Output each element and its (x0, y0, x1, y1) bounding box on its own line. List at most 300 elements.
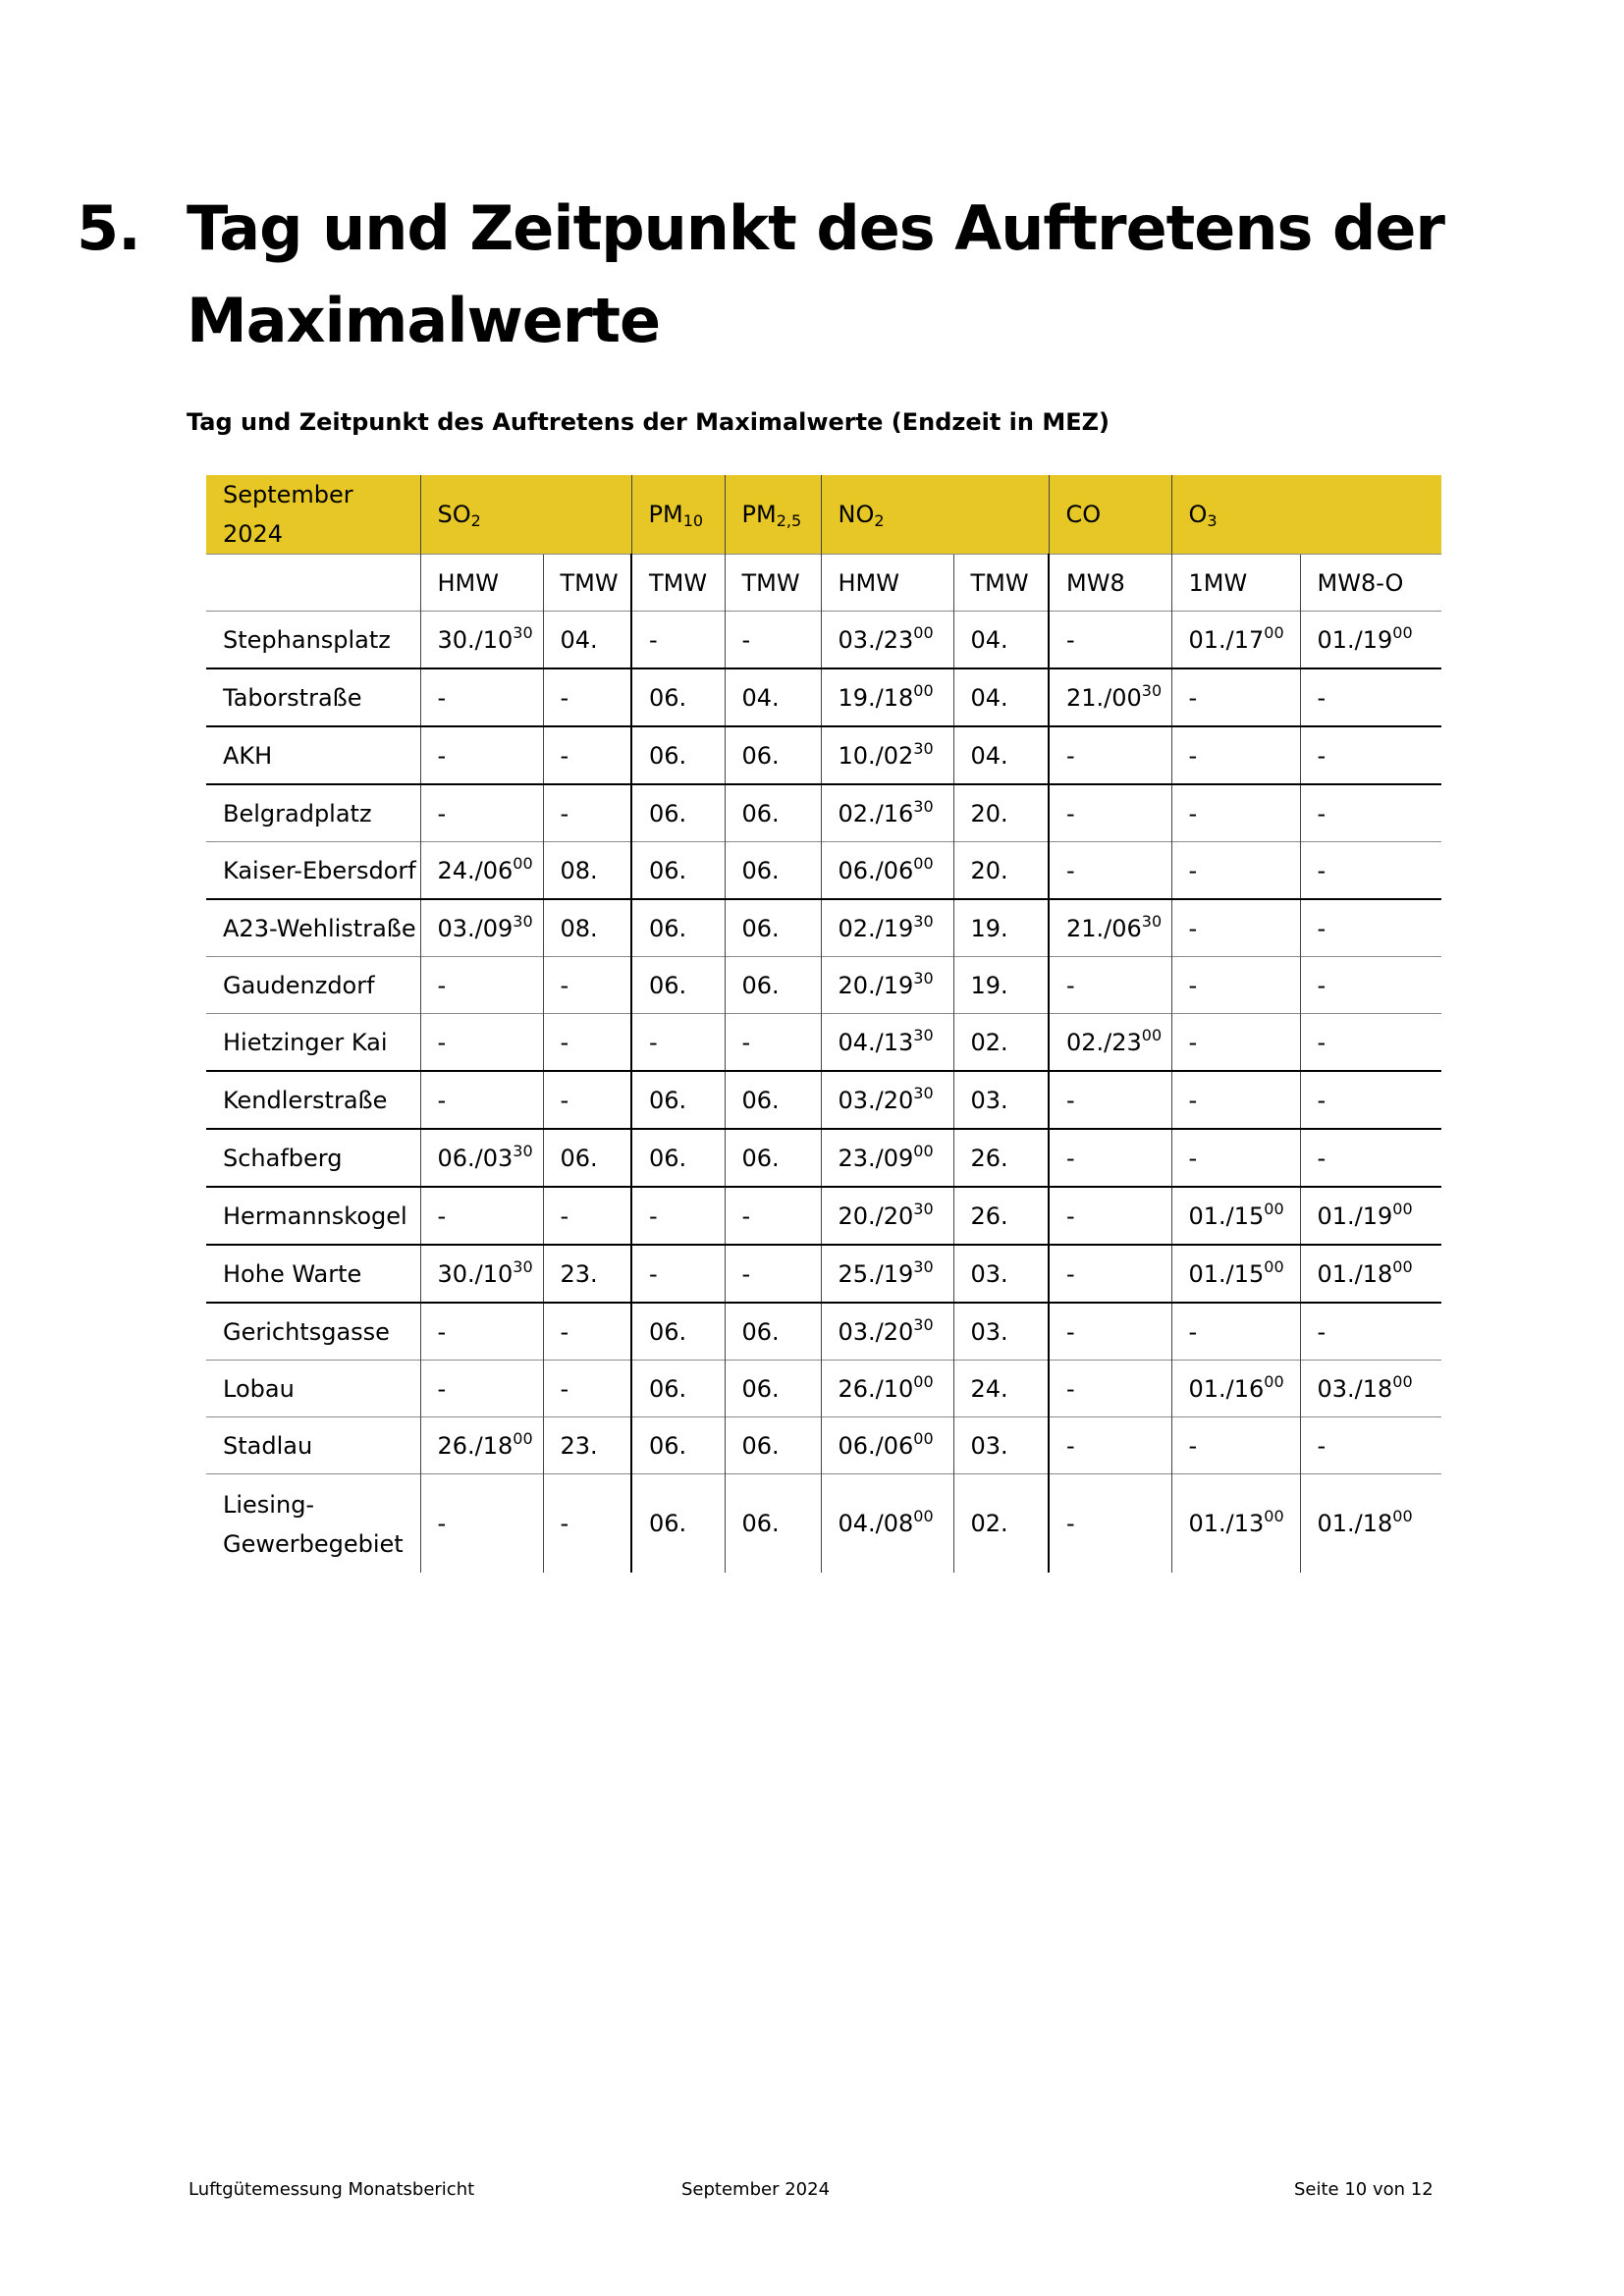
value-text: - (560, 1374, 569, 1403)
value-text: - (437, 1028, 447, 1056)
footer-month: September 2024 (681, 2179, 831, 2200)
value-cell (631, 1361, 725, 1417)
value-text: - (1317, 799, 1326, 828)
table-row (206, 726, 1441, 784)
value-cell (725, 726, 821, 784)
value-cell (631, 668, 725, 726)
subheader-cell: HMW (420, 555, 543, 612)
value-text: 06./03 (437, 1144, 514, 1172)
value-text: 02./16 (838, 799, 914, 828)
value-text: - (1317, 971, 1326, 999)
value-minutes: 30 (913, 1083, 934, 1102)
value-text: - (1066, 1431, 1075, 1460)
station-name: Lobau (206, 1361, 420, 1417)
value-text: 06. (649, 741, 687, 770)
header-month: September 2024 (206, 475, 420, 555)
value-cell (725, 1474, 821, 1574)
header-group-no2 (821, 475, 1049, 555)
value-cell (420, 1417, 543, 1474)
value-minutes: 30 (913, 1025, 934, 1044)
station-name: Gaudenzdorf (206, 957, 420, 1014)
value-text: 10./02 (838, 741, 914, 770)
value-minutes: 00 (913, 1507, 934, 1525)
value-cell (953, 1129, 1049, 1187)
value-text: - (437, 683, 447, 712)
value-cell (631, 1417, 725, 1474)
value-cell (543, 784, 631, 842)
value-text: 06. (649, 1510, 687, 1537)
value-cell (1049, 1303, 1171, 1361)
value-cell (953, 899, 1049, 957)
value-text: 06. (649, 1317, 687, 1346)
value-cell (953, 612, 1049, 669)
value-cell (1300, 1071, 1441, 1129)
value-cell (420, 1071, 543, 1129)
value-cell (1171, 1071, 1300, 1129)
value-text: 06. (741, 1317, 780, 1346)
value-cell (631, 1071, 725, 1129)
value-cell (543, 957, 631, 1014)
value-text: - (1066, 1317, 1075, 1346)
value-cell (420, 1303, 543, 1361)
value-cell (1049, 668, 1171, 726)
value-cell (953, 1417, 1049, 1474)
station-name: Gerichtsgasse (206, 1303, 420, 1361)
value-cell (821, 842, 953, 900)
value-text: - (1317, 856, 1326, 884)
value-cell (1171, 726, 1300, 784)
value-cell (725, 1129, 821, 1187)
value-cell (543, 1129, 631, 1187)
value-text: - (1188, 1431, 1198, 1460)
value-text: - (1317, 914, 1326, 942)
table-row (206, 957, 1441, 1014)
value-cell (420, 1129, 543, 1187)
value-cell (1171, 1129, 1300, 1187)
value-minutes: 30 (513, 622, 533, 642)
group-sub: 10 (682, 511, 704, 530)
station-name: A23-Wehlistraße (206, 899, 420, 957)
value-cell (1171, 1303, 1300, 1361)
value-minutes: 00 (913, 1141, 934, 1160)
value-text: - (649, 1201, 658, 1230)
value-cell (420, 899, 543, 957)
subheader-cell: TMW (953, 555, 1049, 612)
value-cell (953, 726, 1049, 784)
value-minutes: 30 (513, 1256, 533, 1276)
value-cell (1300, 612, 1441, 669)
value-text: 26. (970, 1144, 1008, 1172)
value-text: - (437, 1374, 447, 1403)
value-text: - (1066, 1510, 1075, 1537)
value-cell (543, 1474, 631, 1574)
value-minutes: 30 (913, 968, 934, 988)
value-text: 19./18 (838, 683, 914, 712)
value-text: 04. (560, 625, 598, 654)
value-text: - (560, 799, 569, 828)
value-minutes: 00 (1392, 622, 1413, 642)
value-cell (821, 1187, 953, 1245)
value-text: 04. (970, 683, 1008, 712)
value-cell (1049, 1187, 1171, 1245)
value-cell (1171, 1361, 1300, 1417)
value-cell (725, 1361, 821, 1417)
value-text: 30./10 (437, 625, 514, 654)
value-text: - (437, 741, 447, 770)
value-text: - (437, 1201, 447, 1230)
value-cell (420, 612, 543, 669)
value-cell (420, 726, 543, 784)
value-text: 01./18 (1317, 1259, 1393, 1288)
value-cell (1300, 726, 1441, 784)
value-text: - (1066, 625, 1075, 654)
subheader-cell: 1MW (1171, 555, 1300, 612)
value-cell (1049, 726, 1171, 784)
value-minutes: 00 (1264, 1199, 1284, 1218)
value-text: - (560, 741, 569, 770)
value-text: 06. (649, 856, 687, 884)
value-text: - (1066, 1259, 1075, 1288)
value-text: - (1066, 1144, 1075, 1172)
value-text: 04. (741, 683, 780, 712)
value-minutes: 00 (913, 1428, 934, 1448)
value-cell (631, 899, 725, 957)
group-label: PM (741, 501, 777, 528)
value-cell (1049, 1474, 1171, 1574)
value-text: - (1317, 1431, 1326, 1460)
value-text: - (1188, 1086, 1198, 1114)
subheader-cell: MW8 (1049, 555, 1171, 612)
table-subheader-row (206, 555, 1441, 612)
value-minutes: 00 (913, 622, 934, 642)
value-cell (1300, 1014, 1441, 1072)
value-text: 25./19 (838, 1259, 914, 1288)
group-sub: 2 (874, 511, 885, 530)
value-text: - (560, 1201, 569, 1230)
value-cell (725, 1187, 821, 1245)
value-cell (631, 1245, 725, 1303)
value-cell (1300, 1417, 1441, 1474)
value-cell (1049, 784, 1171, 842)
value-cell (1300, 1474, 1441, 1574)
value-cell (1300, 842, 1441, 900)
value-text: 06. (741, 1086, 780, 1114)
value-text: - (1317, 1317, 1326, 1346)
value-cell (953, 668, 1049, 726)
value-text: 06. (649, 1374, 687, 1403)
value-text: 03. (970, 1259, 1008, 1288)
value-text: - (1188, 971, 1198, 999)
section-number: 5. (77, 192, 140, 264)
value-minutes: 00 (1392, 1507, 1413, 1525)
value-text: - (560, 683, 569, 712)
value-cell (543, 726, 631, 784)
value-text: 30./10 (437, 1259, 514, 1288)
subheader-cell: HMW (821, 555, 953, 612)
value-cell (543, 1014, 631, 1072)
value-text: 03./23 (838, 625, 914, 654)
value-cell (543, 1361, 631, 1417)
value-text: 24./06 (437, 856, 514, 884)
value-cell (1171, 1014, 1300, 1072)
value-cell (821, 612, 953, 669)
station-name: Kaiser-Ebersdorf (206, 842, 420, 900)
value-cell (953, 784, 1049, 842)
value-text: 04. (970, 625, 1008, 654)
value-cell (821, 668, 953, 726)
group-sub: 2,5 (776, 511, 802, 530)
value-text: 23. (560, 1259, 598, 1288)
value-cell (821, 1474, 953, 1574)
header-group-co (1049, 475, 1171, 555)
value-text: 06. (741, 856, 780, 884)
value-cell (420, 1245, 543, 1303)
value-text: 04. (970, 741, 1008, 770)
value-cell (631, 612, 725, 669)
header-group-pm25 (725, 475, 821, 555)
value-text: 06. (649, 799, 687, 828)
value-cell (631, 957, 725, 1014)
value-minutes: 00 (1264, 1256, 1284, 1276)
value-text: 06. (741, 1431, 780, 1460)
value-cell (725, 668, 821, 726)
value-text: - (741, 1201, 751, 1230)
value-text: 04./08 (838, 1510, 914, 1537)
value-cell (953, 1014, 1049, 1072)
value-cell (953, 1361, 1049, 1417)
subheader-cell: TMW (543, 555, 631, 612)
value-cell (543, 1303, 631, 1361)
value-text: 26./18 (437, 1431, 514, 1460)
value-cell (821, 1245, 953, 1303)
value-text: 08. (560, 856, 598, 884)
value-cell (725, 784, 821, 842)
value-text: 08. (560, 914, 598, 942)
value-text: 06. (741, 741, 780, 770)
value-cell (725, 612, 821, 669)
value-cell (821, 1417, 953, 1474)
value-text: 23. (560, 1431, 598, 1460)
value-cell (1300, 1129, 1441, 1187)
value-text: - (741, 1259, 751, 1288)
value-text: - (1066, 856, 1075, 884)
value-text: - (649, 1259, 658, 1288)
value-minutes: 30 (913, 1314, 934, 1334)
value-cell (420, 957, 543, 1014)
value-cell (1049, 957, 1171, 1014)
value-cell (725, 1014, 821, 1072)
value-cell (953, 1187, 1049, 1245)
station-name: AKH (206, 726, 420, 784)
value-cell (1049, 612, 1171, 669)
value-cell (543, 1187, 631, 1245)
value-minutes: 30 (513, 1141, 533, 1160)
header-group-so2 (420, 475, 631, 555)
table-row (206, 1245, 1441, 1303)
section-title: Tag und Zeitpunkt des Auftretens der Maximalwerte (187, 192, 1444, 356)
value-cell (1171, 1474, 1300, 1574)
table-caption: Tag und Zeitpunkt des Auftretens der Maximalwerte (Endzeit in MEZ) (187, 408, 1110, 436)
group-sub: 2 (470, 511, 481, 530)
value-cell (543, 899, 631, 957)
group-label: PM (648, 501, 683, 528)
value-text: 02./19 (838, 914, 914, 942)
value-text: 06. (560, 1144, 598, 1172)
value-text: 24. (970, 1374, 1008, 1403)
value-text: 06. (649, 914, 687, 942)
value-text: 06. (649, 1144, 687, 1172)
value-cell (1049, 1417, 1171, 1474)
value-cell (543, 842, 631, 900)
value-minutes: 30 (1141, 911, 1163, 931)
value-cell (821, 1361, 953, 1417)
value-text: 20. (970, 856, 1008, 884)
value-text: 03./20 (838, 1317, 914, 1346)
value-cell (1049, 1014, 1171, 1072)
value-text: 21./00 (1066, 683, 1142, 712)
value-text: 06./06 (838, 1431, 914, 1460)
value-text: - (741, 625, 751, 654)
value-cell (1049, 899, 1171, 957)
value-text: - (437, 799, 447, 828)
station-name: Stadlau (206, 1417, 420, 1474)
value-minutes: 30 (913, 796, 934, 816)
value-text: 26. (970, 1201, 1008, 1230)
value-cell (543, 668, 631, 726)
table-row (206, 1361, 1441, 1417)
value-cell (1300, 1245, 1441, 1303)
value-text: - (1188, 741, 1198, 770)
value-cell (725, 1417, 821, 1474)
station-name: Belgradplatz (206, 784, 420, 842)
value-text: 06. (741, 914, 780, 942)
value-minutes: 00 (1264, 1507, 1284, 1525)
value-minutes: 30 (1141, 680, 1163, 700)
value-cell (1171, 957, 1300, 1014)
value-cell (543, 1417, 631, 1474)
value-text: - (1066, 971, 1075, 999)
value-minutes: 00 (913, 1371, 934, 1391)
value-text: - (1317, 1144, 1326, 1172)
value-text: - (560, 1028, 569, 1056)
value-cell (821, 1303, 953, 1361)
value-text: 20./20 (838, 1201, 914, 1230)
value-cell (420, 1474, 543, 1574)
table-row (206, 1014, 1441, 1072)
value-cell (420, 668, 543, 726)
value-cell (725, 842, 821, 900)
value-cell (725, 1245, 821, 1303)
value-cell (631, 1129, 725, 1187)
value-text: - (741, 1028, 751, 1056)
value-cell (953, 1071, 1049, 1129)
value-minutes: 00 (1392, 1256, 1413, 1276)
value-cell (631, 1014, 725, 1072)
value-text: 23./09 (838, 1144, 914, 1172)
table-row (206, 899, 1441, 957)
group-label: O (1188, 501, 1208, 528)
value-text: 26./10 (838, 1374, 914, 1403)
value-text: 02. (970, 1028, 1008, 1056)
value-text: - (1188, 683, 1198, 712)
value-cell (821, 726, 953, 784)
value-cell (1300, 957, 1441, 1014)
subheader-cell: MW8-O (1300, 555, 1441, 612)
value-cell (1300, 899, 1441, 957)
value-minutes: 00 (513, 1428, 533, 1448)
value-text: 01./19 (1317, 625, 1393, 654)
value-text: 19. (970, 971, 1008, 999)
group-sub: 3 (1207, 511, 1218, 530)
value-text: - (560, 971, 569, 999)
value-text: 06. (649, 1431, 687, 1460)
value-text: 03./18 (1317, 1374, 1393, 1403)
value-cell (1171, 842, 1300, 900)
table-row (206, 1187, 1441, 1245)
value-cell (420, 1361, 543, 1417)
value-minutes: 30 (913, 738, 934, 758)
station-name: Hietzinger Kai (206, 1014, 420, 1072)
value-text: 03./09 (437, 914, 514, 942)
value-text: 20. (970, 799, 1008, 828)
value-cell (543, 612, 631, 669)
value-text: - (1066, 1201, 1075, 1230)
value-minutes: 00 (513, 853, 533, 873)
value-text: 01./15 (1188, 1201, 1265, 1230)
value-cell (1171, 899, 1300, 957)
station-name: Hermannskogel (206, 1187, 420, 1245)
table-row (206, 1071, 1441, 1129)
table-row (206, 612, 1441, 669)
value-text: 06. (741, 1510, 780, 1537)
value-cell (1049, 1361, 1171, 1417)
value-cell (1049, 1245, 1171, 1303)
value-cell (420, 1187, 543, 1245)
value-cell (821, 1014, 953, 1072)
value-minutes: 00 (1141, 1025, 1163, 1044)
station-name: Kendlerstraße (206, 1071, 420, 1129)
value-text: - (1317, 1086, 1326, 1114)
value-text: 06. (741, 799, 780, 828)
value-cell (1171, 1187, 1300, 1245)
value-minutes: 00 (1264, 1371, 1284, 1391)
value-text: - (649, 625, 658, 654)
value-text: 06. (741, 1374, 780, 1403)
subheader-cell: TMW (631, 555, 725, 612)
value-text: 01./19 (1317, 1201, 1393, 1230)
station-name: Liesing-Gewerbegebiet (206, 1474, 420, 1574)
value-minutes: 30 (513, 911, 533, 931)
value-cell (1300, 1187, 1441, 1245)
value-cell (821, 1129, 953, 1187)
value-text: - (1188, 799, 1198, 828)
value-minutes: 30 (913, 911, 934, 931)
value-text: - (1188, 1028, 1198, 1056)
value-cell (1171, 668, 1300, 726)
value-text: 06. (741, 971, 780, 999)
value-text: 06. (741, 1144, 780, 1172)
value-minutes: 30 (913, 1256, 934, 1276)
value-text: 01./17 (1188, 625, 1265, 654)
value-cell (420, 842, 543, 900)
group-label: SO (437, 501, 471, 528)
value-cell (1171, 612, 1300, 669)
value-text: 06. (649, 1086, 687, 1114)
subheader-empty (206, 555, 420, 612)
value-text: 02./23 (1066, 1028, 1142, 1056)
value-text: - (560, 1317, 569, 1346)
value-minutes: 30 (913, 1199, 934, 1218)
